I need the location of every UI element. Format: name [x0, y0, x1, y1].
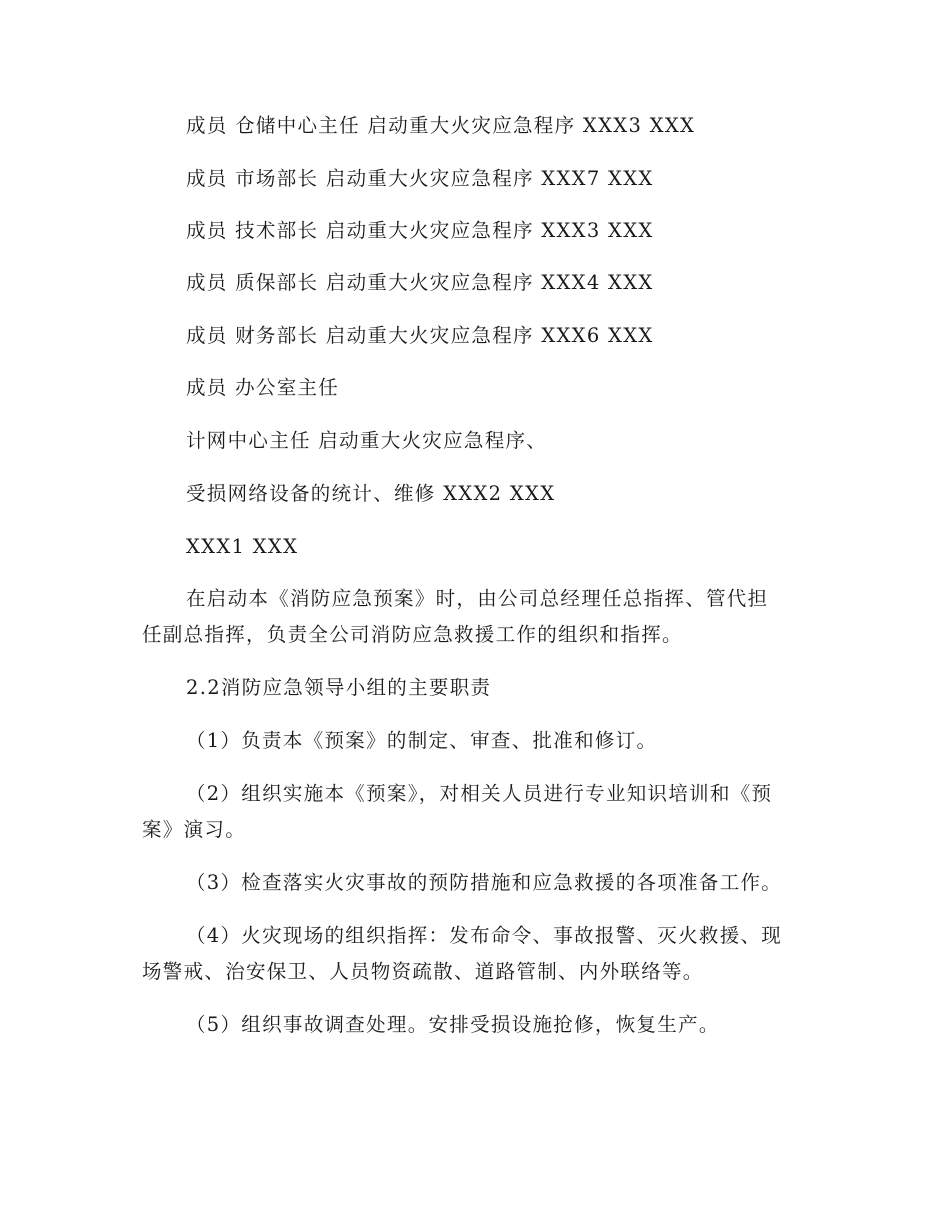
- duty-item-2-line-1: （2）组织实施本《预案》，对相关人员进行专业知识培训和《预: [186, 782, 773, 805]
- paragraph-command-line-2: 任副总指挥，负责全公司消防应急救援工作的组织和指挥。: [142, 623, 683, 646]
- section-heading: 2.2消防应急领导小组的主要职责: [186, 676, 492, 699]
- member-line-quality: 成员 质保部长 启动重大火灾应急程序 XXX4 XXX: [186, 271, 654, 294]
- member-line-finance: 成员 财务部长 启动重大火灾应急程序 XXX6 XXX: [186, 324, 654, 347]
- member-line-network-center: 计网中心主任 启动重大火灾应急程序、: [186, 429, 548, 452]
- member-line-office: 成员 办公室主任: [186, 376, 340, 399]
- duty-item-4-line-2: 场警戒、治安保卫、人员物资疏散、道路管制、内外联络等。: [142, 960, 704, 983]
- member-line-network-repair: 受损网络设备的统计、维修 XXX2 XXX: [186, 482, 556, 505]
- duty-item-5: （5）组织事故调查处理。安排受损设施抢修，恢复生产。: [186, 1013, 720, 1036]
- member-line-storage: 成员 仓储中心主任 启动重大火灾应急程序 XXX3 XXX: [186, 114, 696, 137]
- duty-item-2-line-2: 案》演习。: [142, 818, 247, 841]
- member-line-market: 成员 市场部长 启动重大火灾应急程序 XXX7 XXX: [186, 167, 654, 190]
- member-line-tech: 成员 技术部长 启动重大火灾应急程序 XXX3 XXX: [186, 219, 654, 242]
- duty-item-1: （1）负责本《预案》的制定、审查、批准和修订。: [186, 729, 658, 752]
- paragraph-command-line-1: 在启动本《消防应急预案》时，由公司总经理任总指挥、管代担: [186, 587, 769, 610]
- duty-item-4-line-1: （4）火灾现场的组织指挥：发布命令、事故报警、灭火救援、现: [186, 924, 783, 947]
- duty-item-3: （3）检查落实火灾事故的预防措施和应急救援的各项准备工作。: [186, 871, 783, 894]
- member-line-xxx1: XXX1 XXX: [186, 535, 299, 558]
